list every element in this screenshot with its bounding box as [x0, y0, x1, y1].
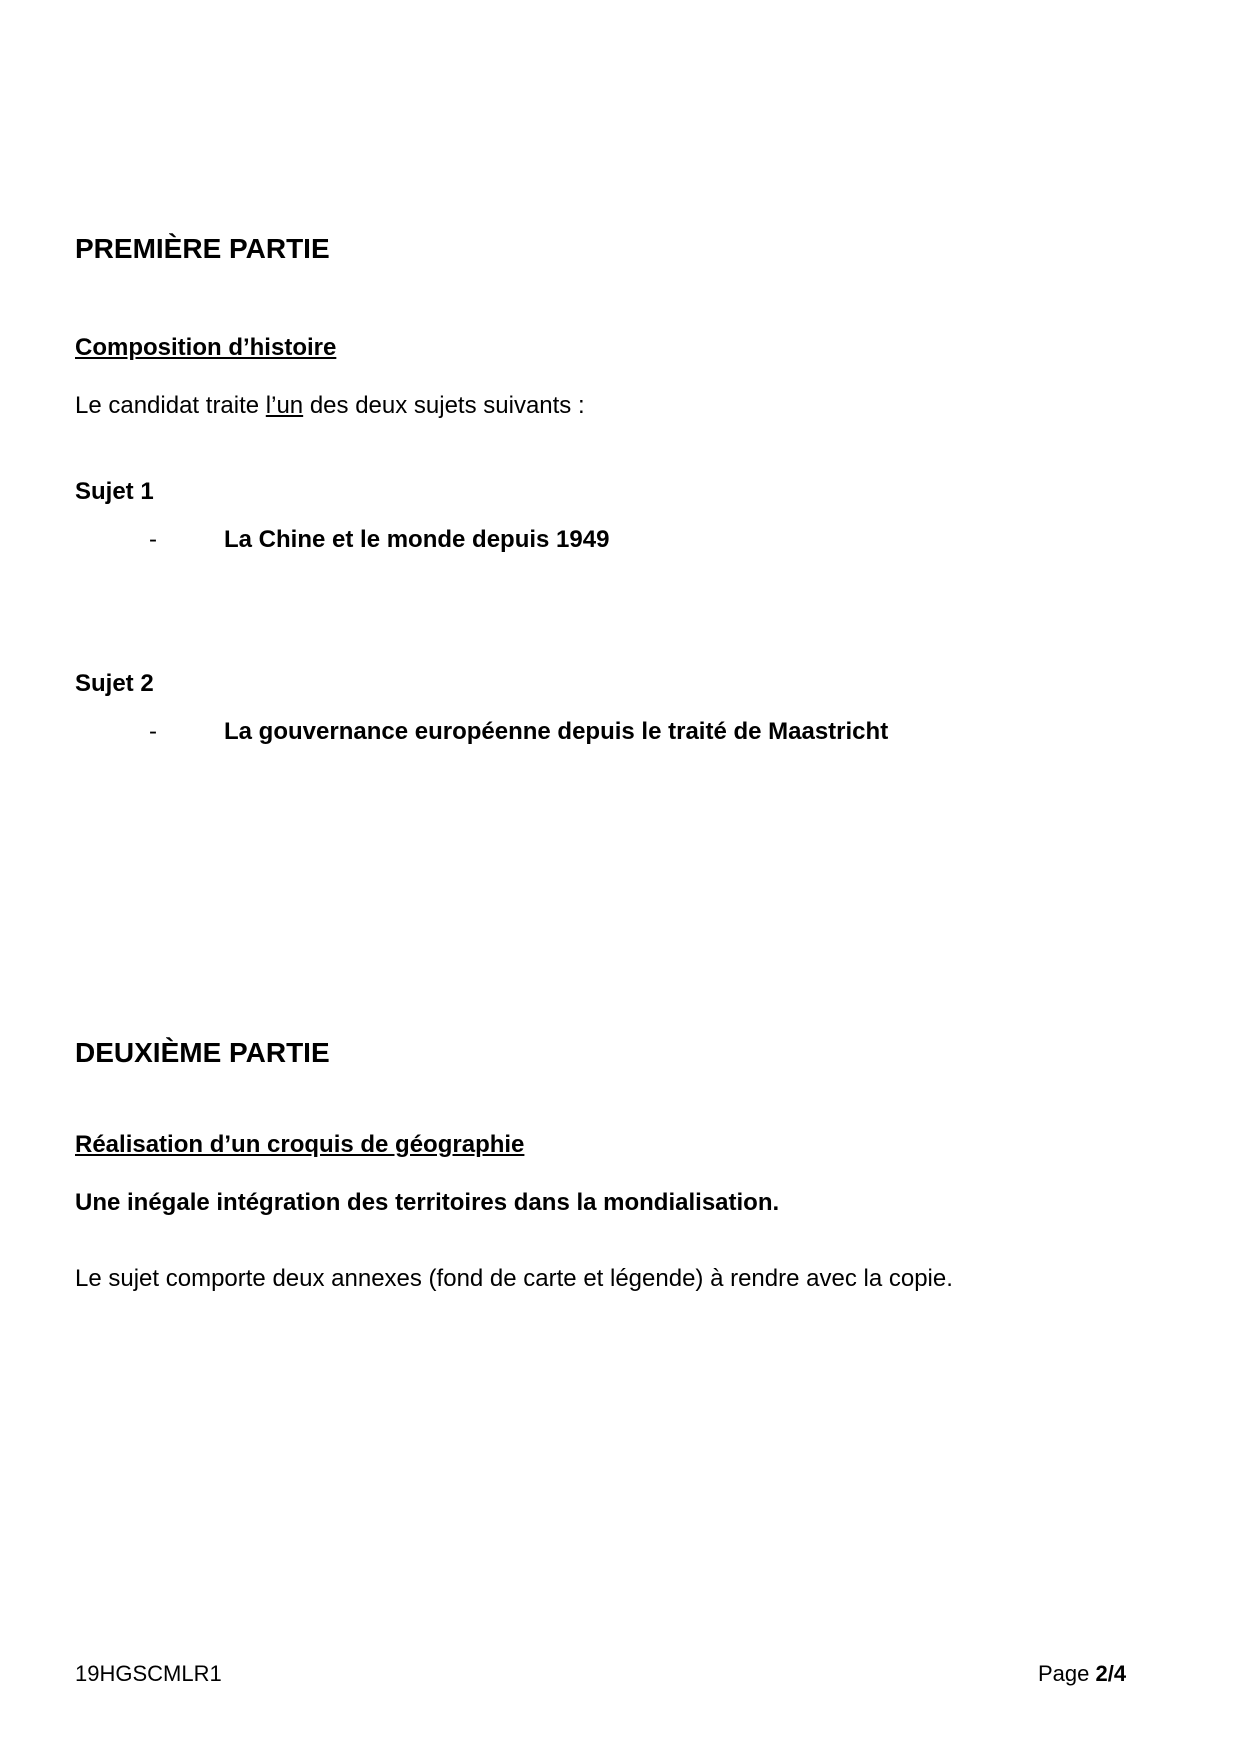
- part2-note: Le sujet comporte deux annexes (fond de carte et légende) à rendre avec la copie.: [75, 1265, 953, 1292]
- part2-title: DEUXIÈME PARTIE: [75, 1037, 330, 1068]
- part1-subtitle: Composition d’histoire: [75, 334, 337, 361]
- instruction-text-before: Le candidat traite: [75, 392, 266, 419]
- page-number: 2/4: [1095, 1661, 1127, 1686]
- part1-instruction: [75, 391, 585, 421]
- subject2-label: Sujet 2: [75, 670, 154, 697]
- page-prefix: Page: [1038, 1661, 1096, 1686]
- part2-subtitle: Réalisation d’un croquis de géographie: [75, 1131, 525, 1158]
- instruction-text-after: des deux sujets suivants :: [303, 392, 585, 419]
- footer-code: 19HGSCMLR1: [75, 1661, 222, 1686]
- subject1-bullet: -: [149, 526, 157, 553]
- part1-title: PREMIÈRE PARTIE: [75, 233, 330, 264]
- part2-topic: Une inégale intégration des territoires dans la mondialisation.: [75, 1189, 780, 1216]
- subject1-label: Sujet 1: [75, 478, 154, 505]
- subject2-bullet: -: [149, 718, 157, 745]
- footer-page: [1038, 1660, 1126, 1688]
- instruction-text-underlined: l’un: [265, 392, 304, 419]
- subject2-text: La gouvernance européenne depuis le traité de Maastricht: [224, 718, 889, 745]
- subject1-text: La Chine et le monde depuis 1949: [224, 526, 610, 553]
